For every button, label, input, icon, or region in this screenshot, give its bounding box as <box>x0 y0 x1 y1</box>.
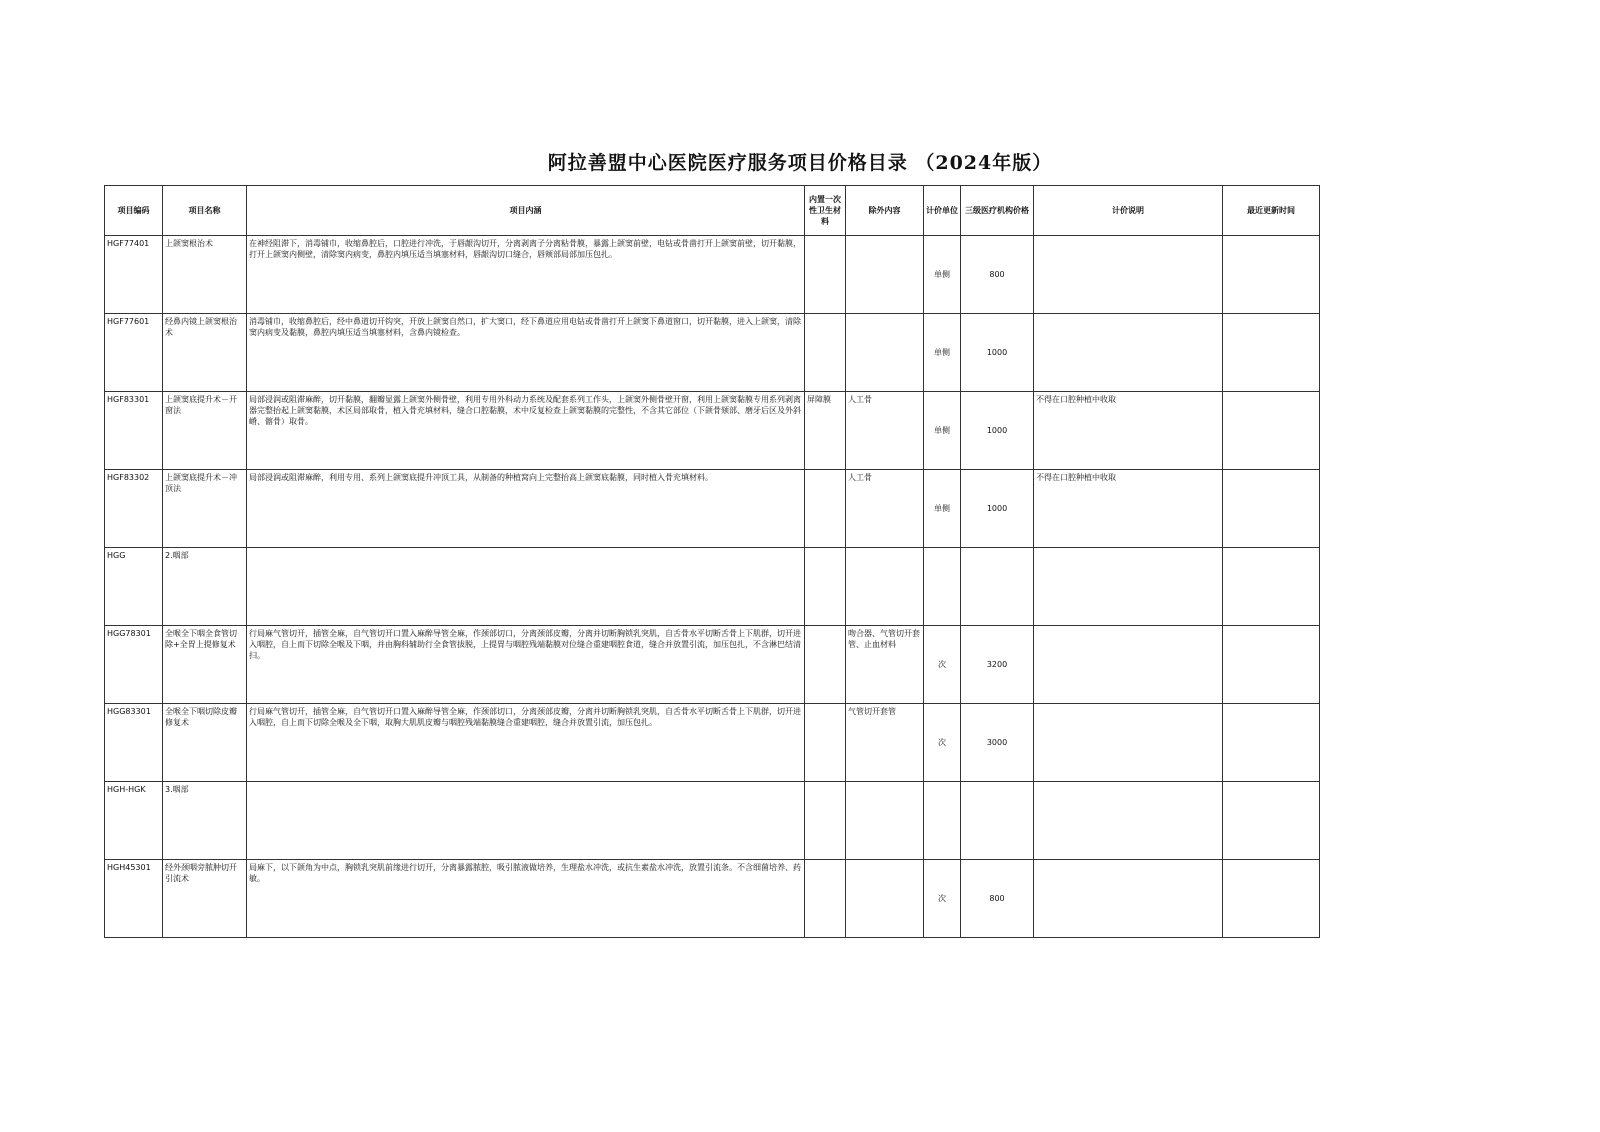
cell-code: HGF83301 <box>105 392 163 470</box>
price-table <box>104 185 1320 938</box>
cell-material: 屏障膜 <box>805 392 846 470</box>
column-header-note: 计价说明 <box>1034 186 1223 236</box>
column-header-unit: 计价单位 <box>924 186 961 236</box>
cell-unit: 次 <box>924 860 961 938</box>
document-title: 阿拉善盟中心医院医疗服务项目价格目录 （2024年版） <box>547 152 1053 174</box>
cell-content: 局麻下，以下颌角为中点，胸锁乳突肌前缘进行切开，分离暴露脓腔，吸引脓液做培养，生理盐水冲洗，或抗生素盐水冲洗，放置引流条。不含细菌培养、药敏。 <box>247 860 805 938</box>
cell-code: HGH-HGK <box>105 782 163 860</box>
cell-note <box>1034 236 1223 314</box>
table-header-row <box>105 186 1320 236</box>
cell-code: HGG83301 <box>105 704 163 782</box>
cell-updated <box>1223 314 1320 392</box>
cell-content <box>247 548 805 626</box>
cell-name: 3.咽部 <box>163 782 247 860</box>
cell-excluded <box>846 860 924 938</box>
cell-name: 上颌窦根治术 <box>163 236 247 314</box>
column-header-price: 三级医疗机构价格 <box>961 186 1034 236</box>
column-header-content: 项目内涵 <box>247 186 805 236</box>
cell-price: 1000 <box>961 314 1034 392</box>
cell-updated <box>1223 236 1320 314</box>
cell-unit: 单侧 <box>924 236 961 314</box>
table-row <box>105 704 1320 782</box>
cell-unit: 单侧 <box>924 470 961 548</box>
cell-unit: 单侧 <box>924 392 961 470</box>
cell-content: 行局麻气管切开，插管全麻，自气管切开口置入麻醉导管全麻，作颈部切口，分离颈部皮瓣，分离并切断胸锁乳突肌，自舌骨水平切断舌骨上下肌群，切开进入咽腔，自上而下切除全喉及全下咽，取胸大肌肌皮瓣与咽腔残端黏膜缝合重建咽腔，缝合并放置引流，加压包扎。 <box>247 704 805 782</box>
cell-name: 2.咽部 <box>163 548 247 626</box>
cell-unit: 次 <box>924 626 961 704</box>
table-row <box>105 314 1320 392</box>
table-row <box>105 392 1320 470</box>
table-row <box>105 236 1320 314</box>
cell-price <box>961 548 1034 626</box>
cell-updated <box>1223 782 1320 860</box>
column-header-name: 项目名称 <box>163 186 247 236</box>
cell-price: 3000 <box>961 704 1034 782</box>
cell-material <box>805 236 846 314</box>
column-header-material: 内置一次性卫生材料 <box>805 186 846 236</box>
table-row <box>105 860 1320 938</box>
cell-note <box>1034 314 1223 392</box>
table-row <box>105 470 1320 548</box>
cell-price: 800 <box>961 236 1034 314</box>
cell-note: 不得在口腔种植中收取 <box>1034 470 1223 548</box>
cell-code: HGF77401 <box>105 236 163 314</box>
cell-note: 不得在口腔种植中收取 <box>1034 392 1223 470</box>
cell-price <box>961 782 1034 860</box>
table-row <box>105 782 1320 860</box>
cell-name: 经鼻内镜上颌窦根治术 <box>163 314 247 392</box>
cell-material <box>805 860 846 938</box>
cell-excluded: 人工骨 <box>846 470 924 548</box>
cell-code: HGG <box>105 548 163 626</box>
cell-note <box>1034 704 1223 782</box>
cell-material <box>805 548 846 626</box>
table-row <box>105 548 1320 626</box>
cell-excluded: 人工骨 <box>846 392 924 470</box>
cell-unit <box>924 782 961 860</box>
cell-excluded <box>846 314 924 392</box>
cell-excluded: 吻合器、气管切开套管、止血材料 <box>846 626 924 704</box>
cell-updated <box>1223 548 1320 626</box>
cell-updated <box>1223 626 1320 704</box>
cell-excluded: 气管切开套管 <box>846 704 924 782</box>
cell-code: HGH45301 <box>105 860 163 938</box>
cell-note <box>1034 860 1223 938</box>
cell-price: 800 <box>961 860 1034 938</box>
cell-material <box>805 782 846 860</box>
cell-excluded <box>846 782 924 860</box>
table-row <box>105 626 1320 704</box>
cell-price: 3200 <box>961 626 1034 704</box>
cell-code: HGF83302 <box>105 470 163 548</box>
cell-excluded <box>846 236 924 314</box>
cell-updated <box>1223 392 1320 470</box>
cell-name: 全喉全下咽切除皮瓣修复术 <box>163 704 247 782</box>
cell-updated <box>1223 470 1320 548</box>
cell-content <box>247 782 805 860</box>
column-header-code: 项目编码 <box>105 186 163 236</box>
cell-unit: 单侧 <box>924 314 961 392</box>
cell-content: 局部浸润或阻滞麻醉，切开黏膜，翻瓣显露上颌窦外侧骨壁，利用专用外科动力系统及配套系列工作头，上颌窦外侧骨壁开窗，利用上颌窦黏膜专用系列剥离器完整抬起上颌窦黏膜，术区局部取骨，植入骨充填材料，缝合口腔黏膜，术中反复检查上颌窦黏膜的完整性，不含其它部位（下颌骨颏部、磨牙后区及外斜嵴、髂骨）取骨。 <box>247 392 805 470</box>
cell-updated <box>1223 704 1320 782</box>
cell-unit <box>924 548 961 626</box>
cell-code: HGF77601 <box>105 314 163 392</box>
column-header-excluded: 除外内容 <box>846 186 924 236</box>
cell-material <box>805 626 846 704</box>
cell-note <box>1034 626 1223 704</box>
cell-material <box>805 314 846 392</box>
column-header-updated: 最近更新时间 <box>1223 186 1320 236</box>
cell-name: 全喉全下咽全食管切除+全胃上提修复术 <box>163 626 247 704</box>
cell-updated <box>1223 860 1320 938</box>
cell-content: 消毒铺巾，收缩鼻腔后，经中鼻道切开钩突，开放上颌窦自然口，扩大窦口，经下鼻道应用电钻或骨凿打开上颌窦下鼻道窗口，切开黏膜，进入上颌窦，清除窦内病变及黏膜，鼻腔内填压适当填塞材料，含鼻内镜检查。 <box>247 314 805 392</box>
cell-price: 1000 <box>961 392 1034 470</box>
cell-note <box>1034 548 1223 626</box>
cell-price: 1000 <box>961 470 1034 548</box>
cell-material <box>805 470 846 548</box>
cell-note <box>1034 782 1223 860</box>
cell-content: 行局麻气管切开，插管全麻，自气管切开口置入麻醉导管全麻，作颈部切口，分离颈部皮瓣，分离并切断胸锁乳突肌，自舌骨水平切断舌骨上下肌群，切开进入咽腔，自上而下切除全喉及下咽，并由胸科辅助行全食管拔脱，上提胃与咽腔残端黏膜对位缝合重建咽腔食道，缝合并放置引流，加压包扎，不含淋巴结清扫。 <box>247 626 805 704</box>
cell-name: 上颌窦底提升术－开窗法 <box>163 392 247 470</box>
cell-content: 局部浸润或阻滞麻醉，利用专用、系列上颌窦底提升冲顶工具，从制备的种植窝向上完整抬高上颌窦底黏膜，同时植入骨充填材料。 <box>247 470 805 548</box>
cell-unit: 次 <box>924 704 961 782</box>
cell-content: 在神经阻滞下，消毒铺巾，收缩鼻腔后，口腔进行冲洗，于唇龈沟切开，分离剥离子分离粘骨膜，暴露上颌窦前壁，电钻或骨凿打开上颌窦前壁，切开黏膜，打开上颌窦内侧壁，清除窦内病变，鼻腔内填压适当填塞材料，唇龈沟切口缝合，唇颊部局部加压包扎。 <box>247 236 805 314</box>
cell-code: HGG78301 <box>105 626 163 704</box>
cell-excluded <box>846 548 924 626</box>
cell-material <box>805 704 846 782</box>
cell-name: 经外颈咽旁脓肿切开引流术 <box>163 860 247 938</box>
cell-name: 上颌窦底提升术－冲顶法 <box>163 470 247 548</box>
